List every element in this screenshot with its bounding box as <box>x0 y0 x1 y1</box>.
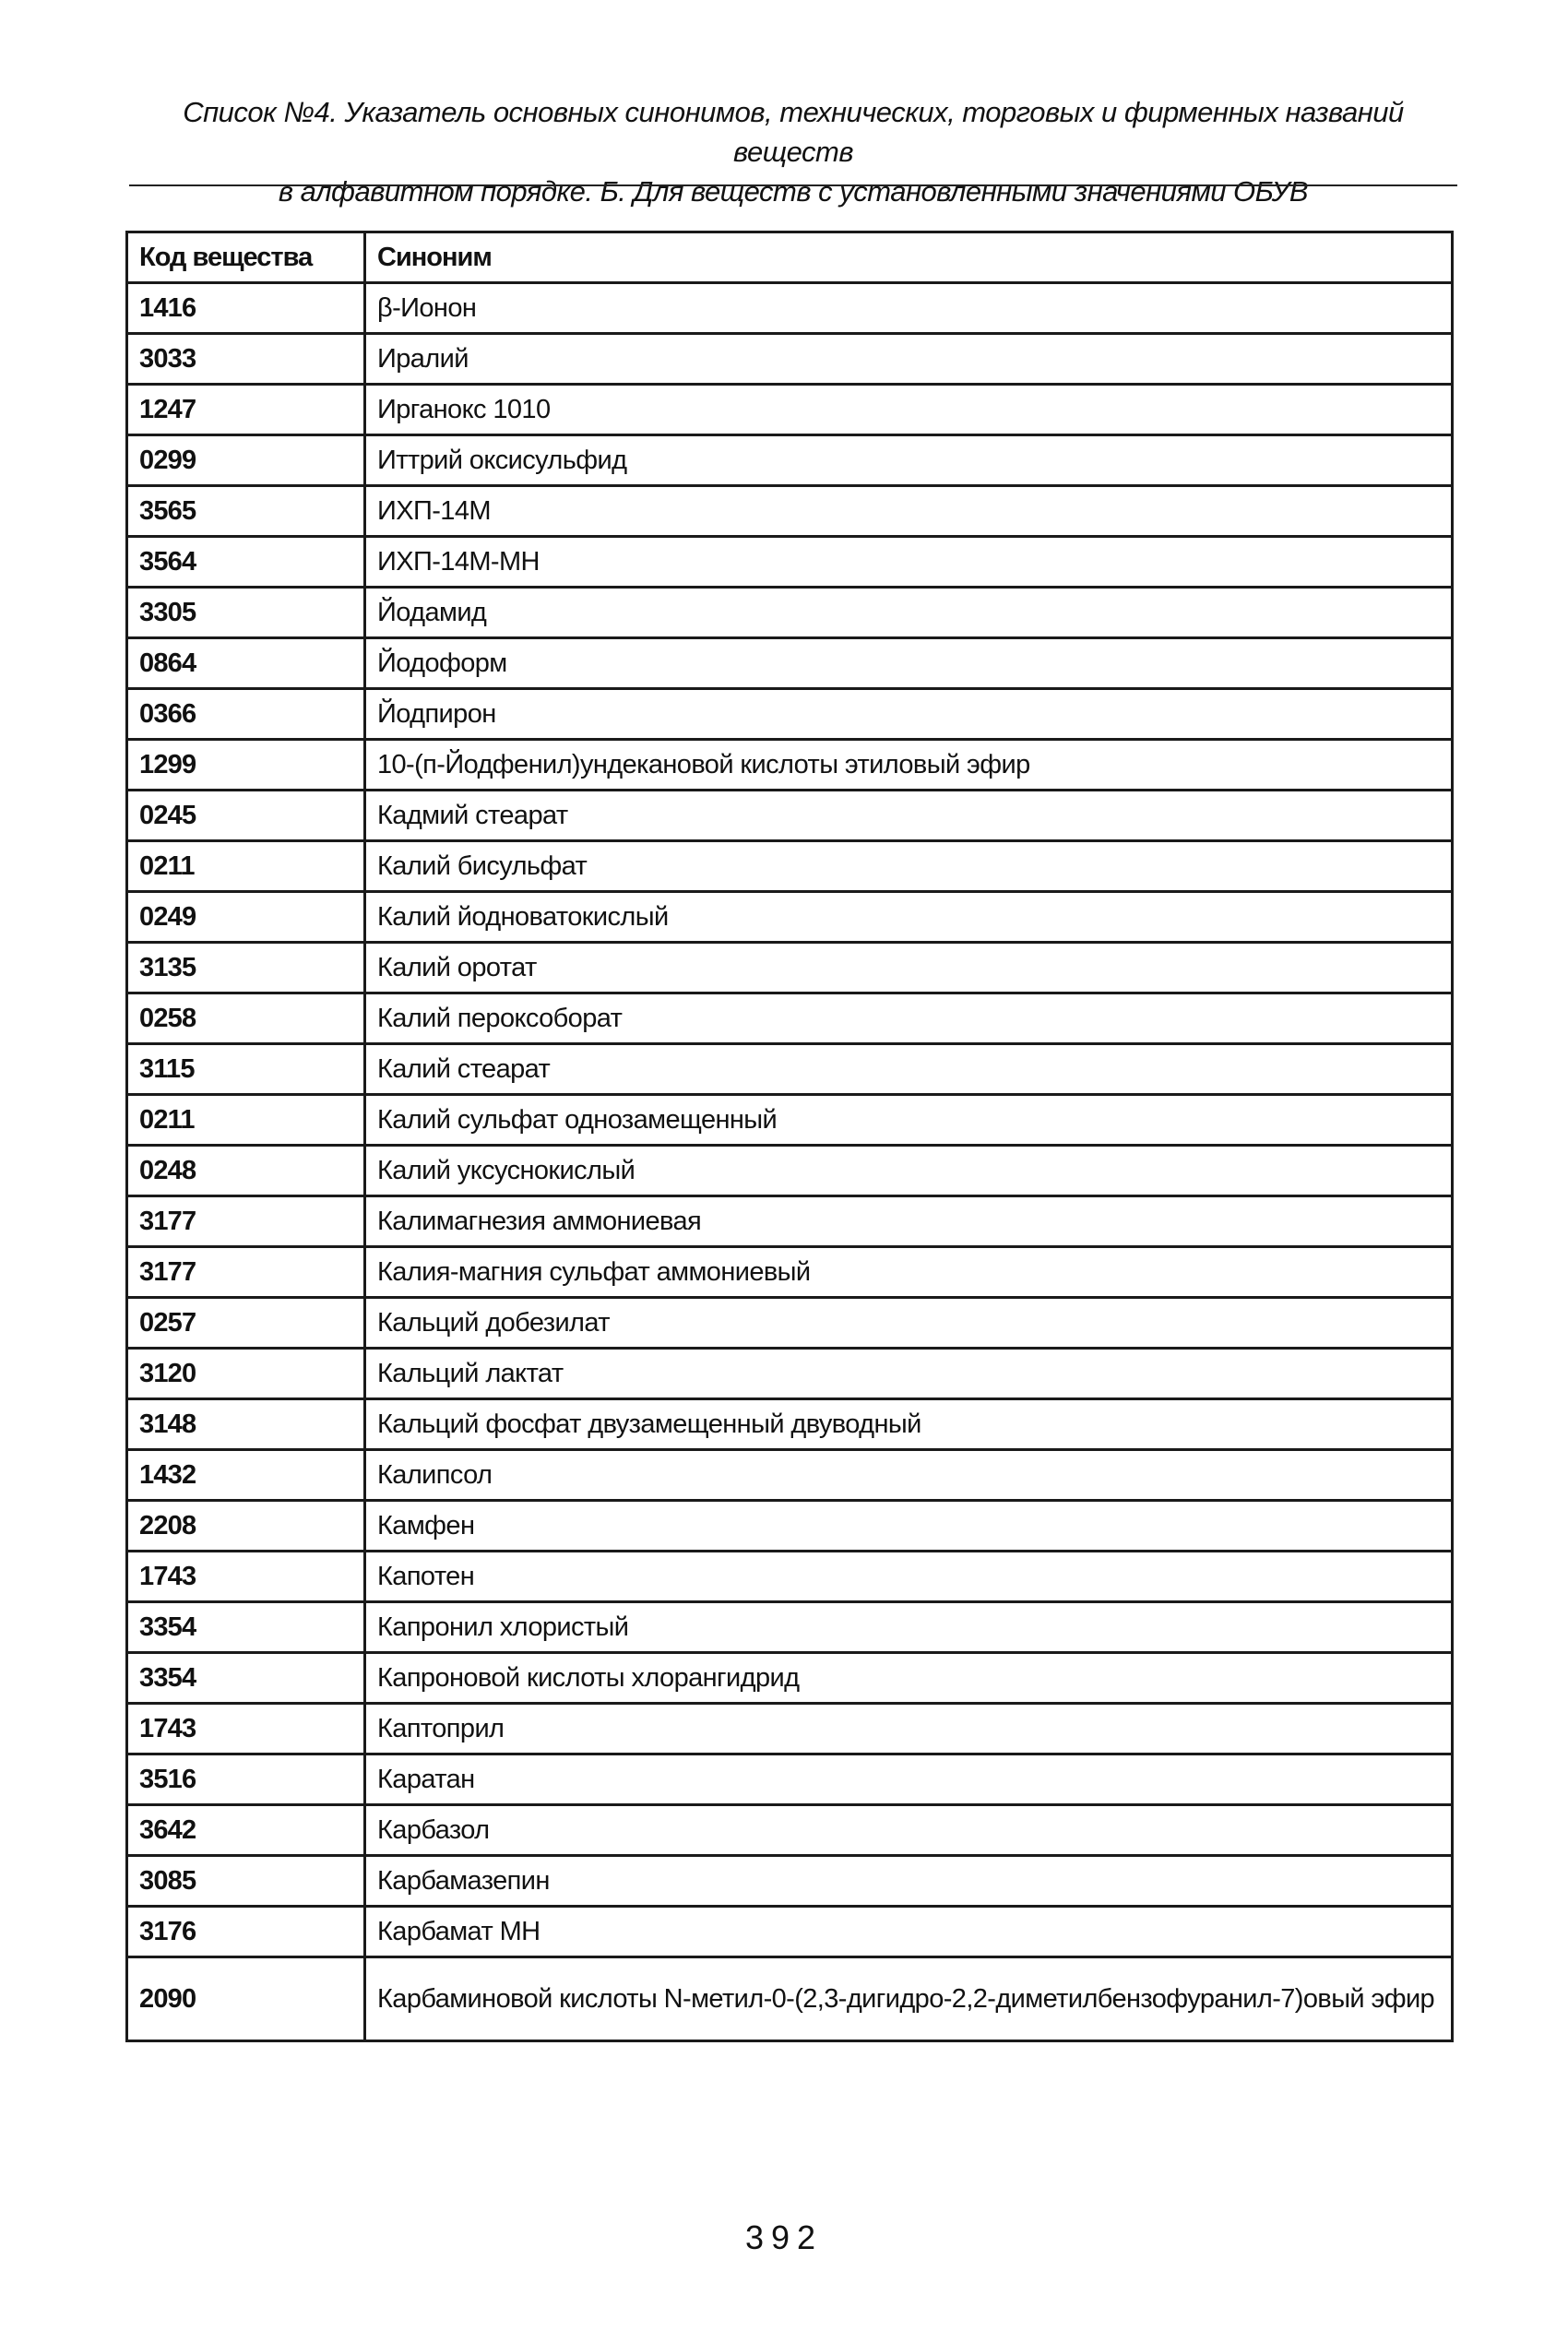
substance-code-cell: 3565 <box>127 486 365 537</box>
page-header <box>129 92 1457 211</box>
synonym-cell: Кальций лактат <box>365 1349 1453 1399</box>
table-row <box>127 1247 1453 1298</box>
table-row <box>127 1146 1453 1196</box>
table-row <box>127 537 1453 588</box>
synonym-cell: Иралий <box>365 334 1453 385</box>
substance-code-cell: 3354 <box>127 1602 365 1653</box>
column-header-code: Код вещества <box>127 232 365 283</box>
synonym-cell: Камфен <box>365 1501 1453 1552</box>
substance-code-cell: 3085 <box>127 1856 365 1907</box>
table-row <box>127 1450 1453 1501</box>
synonym-cell: Карбамат МН <box>365 1907 1453 1957</box>
synonym-cell: Калий стеарат <box>365 1044 1453 1095</box>
substance-code-cell: 1743 <box>127 1704 365 1754</box>
synonym-cell: Калий пероксоборат <box>365 993 1453 1044</box>
table-row <box>127 588 1453 638</box>
substance-code-cell: 0299 <box>127 435 365 486</box>
synonym-cell: Калий йодноватокислый <box>365 892 1453 943</box>
table-row <box>127 841 1453 892</box>
table-row <box>127 283 1453 334</box>
substance-code-cell: 3305 <box>127 588 365 638</box>
table-row <box>127 1552 1453 1602</box>
synonym-cell: Капотен <box>365 1552 1453 1602</box>
substance-code-cell: 3176 <box>127 1907 365 1957</box>
substance-code-cell: 0211 <box>127 841 365 892</box>
substance-code-cell: 1743 <box>127 1552 365 1602</box>
substance-code-cell: 0366 <box>127 689 365 740</box>
synonym-cell: Капроновой кислоты хлорангидрид <box>365 1653 1453 1704</box>
synonym-cell: Калий уксуснокислый <box>365 1146 1453 1196</box>
substance-code-cell: 0258 <box>127 993 365 1044</box>
substance-code-cell: 3148 <box>127 1399 365 1450</box>
table-row <box>127 1856 1453 1907</box>
synonym-cell: Карбамазепин <box>365 1856 1453 1907</box>
table-row <box>127 385 1453 435</box>
table-row <box>127 689 1453 740</box>
synonym-cell: β-Ионон <box>365 283 1453 334</box>
synonym-cell: Йодпирон <box>365 689 1453 740</box>
substance-code-cell: 3642 <box>127 1805 365 1856</box>
synonym-cell: ИХП-14М-МН <box>365 537 1453 588</box>
synonym-cell: Иттрий оксисульфид <box>365 435 1453 486</box>
table-row <box>127 1653 1453 1704</box>
synonym-cell: Карбазол <box>365 1805 1453 1856</box>
substance-code-cell: 3033 <box>127 334 365 385</box>
substance-code-cell: 2208 <box>127 1501 365 1552</box>
substance-code-cell: 1432 <box>127 1450 365 1501</box>
table-row <box>127 1095 1453 1146</box>
substance-code-cell: 2090 <box>127 1957 365 2041</box>
substance-code-cell: 0257 <box>127 1298 365 1349</box>
table-row <box>127 1907 1453 1957</box>
substance-code-cell: 0864 <box>127 638 365 689</box>
table-row <box>127 1957 1453 2041</box>
table-row <box>127 334 1453 385</box>
synonym-cell: Каптоприл <box>365 1704 1453 1754</box>
table-row <box>127 791 1453 841</box>
synonym-cell: Калимагнезия аммониевая <box>365 1196 1453 1247</box>
page-number: 392 <box>744 2218 824 2256</box>
synonym-cell: Калий оротат <box>365 943 1453 993</box>
synonym-cell: Йодамид <box>365 588 1453 638</box>
synonym-cell: Капронил хлористый <box>365 1602 1453 1653</box>
substance-code-cell: 0249 <box>127 892 365 943</box>
synonym-cell: Йодоформ <box>365 638 1453 689</box>
table-row <box>127 943 1453 993</box>
table-row <box>127 1805 1453 1856</box>
table-body <box>127 283 1453 2041</box>
table-row <box>127 1399 1453 1450</box>
substance-code-cell: 3177 <box>127 1196 365 1247</box>
column-header-synonym: Синоним <box>365 232 1453 283</box>
synonym-cell: 10-(п-Йодфенил)ундекановой кислоты этиловый эфир <box>365 740 1453 791</box>
synonym-cell: Калий бисульфат <box>365 841 1453 892</box>
header-title-line-1: Список №4. Указатель основных синонимов, технических, торговых и фирменных названий веществ <box>183 96 1404 168</box>
header-title-line-2: в алфавитном порядке. Б. Для веществ с установленными значениями ОБУВ <box>278 175 1309 208</box>
synonym-cell: Каратан <box>365 1754 1453 1805</box>
table-row <box>127 638 1453 689</box>
substance-code-cell: 0245 <box>127 791 365 841</box>
substance-code-cell: 0248 <box>127 1146 365 1196</box>
synonym-cell: Калипсол <box>365 1450 1453 1501</box>
table-row <box>127 1501 1453 1552</box>
synonym-cell: Кадмий стеарат <box>365 791 1453 841</box>
synonym-table-container <box>125 231 1454 2042</box>
substance-code-cell: 3120 <box>127 1349 365 1399</box>
synonym-table <box>125 231 1454 2042</box>
table-row <box>127 1196 1453 1247</box>
substance-code-cell: 1299 <box>127 740 365 791</box>
synonym-cell: Калий сульфат однозамещенный <box>365 1095 1453 1146</box>
synonym-cell: Калия-магния сульфат аммониевый <box>365 1247 1453 1298</box>
substance-code-cell: 1247 <box>127 385 365 435</box>
synonym-cell: ИХП-14М <box>365 486 1453 537</box>
table-row <box>127 486 1453 537</box>
table-header-row <box>127 232 1453 283</box>
substance-code-cell: 1416 <box>127 283 365 334</box>
substance-code-cell: 0211 <box>127 1095 365 1146</box>
substance-code-cell: 3354 <box>127 1653 365 1704</box>
table-row <box>127 1349 1453 1399</box>
table-row <box>127 1754 1453 1805</box>
synonym-cell: Кальций фосфат двузамещенный двуводный <box>365 1399 1453 1450</box>
synonym-cell: Кальций добезилат <box>365 1298 1453 1349</box>
substance-code-cell: 3564 <box>127 537 365 588</box>
synonym-cell: Карбаминовой кислоты N-метил-0-(2,3-дигидро-2,2-диметилбензофуранил-7)овый эфир <box>365 1957 1453 2041</box>
substance-code-cell: 3135 <box>127 943 365 993</box>
table-row <box>127 993 1453 1044</box>
substance-code-cell: 3177 <box>127 1247 365 1298</box>
table-row <box>127 1602 1453 1653</box>
table-row <box>127 1704 1453 1754</box>
table-row <box>127 1044 1453 1095</box>
synonym-cell: Ирганокс 1010 <box>365 385 1453 435</box>
substance-code-cell: 3516 <box>127 1754 365 1805</box>
table-row <box>127 892 1453 943</box>
substance-code-cell: 3115 <box>127 1044 365 1095</box>
table-row <box>127 435 1453 486</box>
header-divider <box>129 184 1457 186</box>
table-row <box>127 1298 1453 1349</box>
table-row <box>127 740 1453 791</box>
